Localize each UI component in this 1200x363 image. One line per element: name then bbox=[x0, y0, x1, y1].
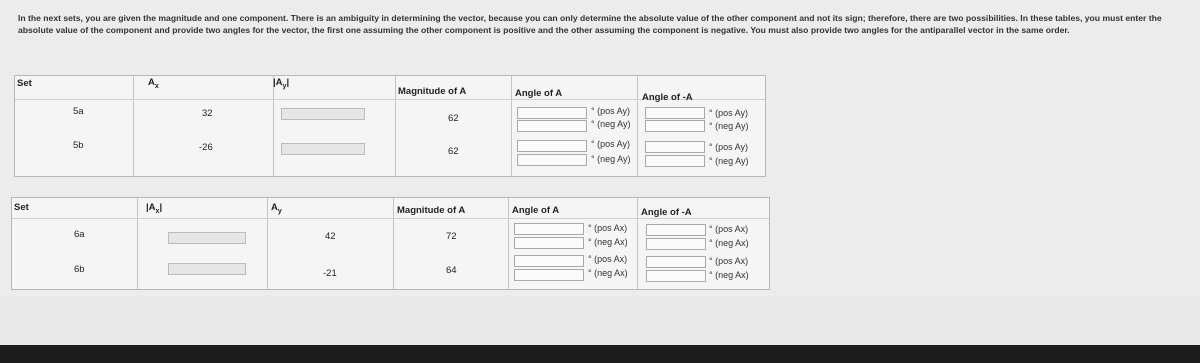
angle-pos-input-6b[interactable] bbox=[514, 255, 584, 267]
magnitude-6a: 72 bbox=[446, 231, 457, 242]
column-divider bbox=[393, 198, 394, 289]
instructions-text: In the next sets, you are given the magnitude and one component. There is an ambiguity in determining the vector, because you can only determine the absolute value of the other component and not its sign; therefore, there are two possibilities. In these tables, you must enter the absolute value of the component and provide two angles for the vector, the first one assuming the other component is positive and the other assuming the component is negative. You must also provide two angles for the antiparallel vector in the same order. bbox=[18, 13, 1162, 36]
magnitude-5a: 62 bbox=[448, 113, 459, 124]
option-neg-6a: ° (neg Ax) bbox=[588, 237, 628, 247]
anti-option-neg-6a: ° (neg Ax) bbox=[709, 238, 749, 248]
angle-neg-input-6a[interactable] bbox=[514, 237, 584, 249]
header-angle-neg-a: Angle of -A bbox=[641, 207, 692, 218]
given-ax-5a: 32 bbox=[202, 108, 213, 119]
abs-ax-input-6a[interactable] bbox=[168, 232, 246, 244]
header-abs-ay: $|A_y|$ bbox=[273, 77, 290, 90]
abs-ay-input-5b[interactable] bbox=[281, 143, 365, 155]
header-ax: $A_x$ bbox=[148, 77, 159, 90]
option-neg-5a: ° (neg Ay) bbox=[591, 119, 631, 129]
anti-option-neg-6b: ° (neg Ax) bbox=[709, 270, 749, 280]
header-abs-ax: $|A_x|$ bbox=[146, 202, 163, 215]
column-divider bbox=[133, 76, 134, 176]
header-magnitude: Magnitude of A bbox=[397, 205, 466, 216]
header-angle-a: Angle of A bbox=[515, 88, 563, 99]
option-neg-5b: ° (neg Ay) bbox=[591, 154, 631, 164]
vector-table-set-6 bbox=[11, 197, 770, 290]
header-angle-neg-a: Angle of -A bbox=[642, 92, 693, 103]
anti-option-pos-5a: ° (pos Ay) bbox=[709, 108, 748, 118]
anti-option-neg-5a: ° (neg Ay) bbox=[709, 121, 749, 131]
angle-neg-input-5b[interactable] bbox=[517, 154, 587, 166]
option-pos-6b: ° (pos Ax) bbox=[588, 254, 628, 264]
header-set: Set bbox=[17, 78, 32, 89]
anti-option-pos-5b: ° (pos Ay) bbox=[709, 142, 748, 152]
anti-angle-pos-input-6a[interactable] bbox=[646, 224, 706, 236]
header-set: Set bbox=[14, 202, 29, 213]
anti-option-pos-6a: ° (pos Ax) bbox=[709, 224, 749, 234]
screen-bottom-edge bbox=[0, 345, 1200, 363]
page-background bbox=[0, 296, 1200, 345]
given-ax-5b: -26 bbox=[199, 142, 213, 153]
column-divider bbox=[137, 198, 138, 289]
vector-table-set-5 bbox=[14, 75, 766, 177]
column-divider bbox=[637, 198, 638, 289]
angle-pos-input-6a[interactable] bbox=[514, 223, 584, 235]
set-label-6b: 6b bbox=[74, 264, 85, 275]
column-divider bbox=[637, 76, 638, 176]
angle-pos-input-5b[interactable] bbox=[517, 140, 587, 152]
magnitude-5b: 62 bbox=[448, 146, 459, 157]
set-label-6a: 6a bbox=[74, 229, 85, 240]
set-label-5b: 5b bbox=[73, 140, 84, 151]
anti-angle-pos-input-6b[interactable] bbox=[646, 256, 706, 268]
anti-angle-neg-input-5a[interactable] bbox=[645, 120, 705, 132]
header-ay: $A_y$ bbox=[271, 202, 282, 215]
column-divider bbox=[267, 198, 268, 289]
header-angle-a: Angle of A bbox=[512, 205, 560, 216]
anti-angle-pos-input-5b[interactable] bbox=[645, 141, 705, 153]
set-label-5a: 5a bbox=[73, 106, 84, 117]
given-ay-6b: -21 bbox=[323, 268, 337, 279]
abs-ax-input-6b[interactable] bbox=[168, 263, 246, 275]
magnitude-6b: 64 bbox=[446, 265, 457, 276]
angle-pos-input-5a[interactable] bbox=[517, 107, 587, 119]
row-divider bbox=[12, 218, 769, 219]
anti-angle-neg-input-6a[interactable] bbox=[646, 238, 706, 250]
column-divider bbox=[273, 76, 274, 176]
header-magnitude: Magnitude of A bbox=[398, 86, 467, 97]
anti-angle-pos-input-5a[interactable] bbox=[645, 107, 705, 119]
option-pos-5b: ° (pos Ay) bbox=[591, 139, 630, 149]
option-pos-6a: ° (pos Ax) bbox=[588, 223, 628, 233]
given-ay-6a: 42 bbox=[325, 231, 336, 242]
column-divider bbox=[395, 76, 396, 176]
angle-neg-input-5a[interactable] bbox=[517, 120, 587, 132]
option-neg-6b: ° (neg Ax) bbox=[588, 268, 628, 278]
abs-ay-input-5a[interactable] bbox=[281, 108, 365, 120]
anti-option-neg-5b: ° (neg Ay) bbox=[709, 156, 749, 166]
angle-neg-input-6b[interactable] bbox=[514, 269, 584, 281]
column-divider bbox=[511, 76, 512, 176]
anti-angle-neg-input-6b[interactable] bbox=[646, 270, 706, 282]
option-pos-5a: ° (pos Ay) bbox=[591, 106, 630, 116]
column-divider bbox=[508, 198, 509, 289]
anti-angle-neg-input-5b[interactable] bbox=[645, 155, 705, 167]
anti-option-pos-6b: ° (pos Ax) bbox=[709, 256, 749, 266]
